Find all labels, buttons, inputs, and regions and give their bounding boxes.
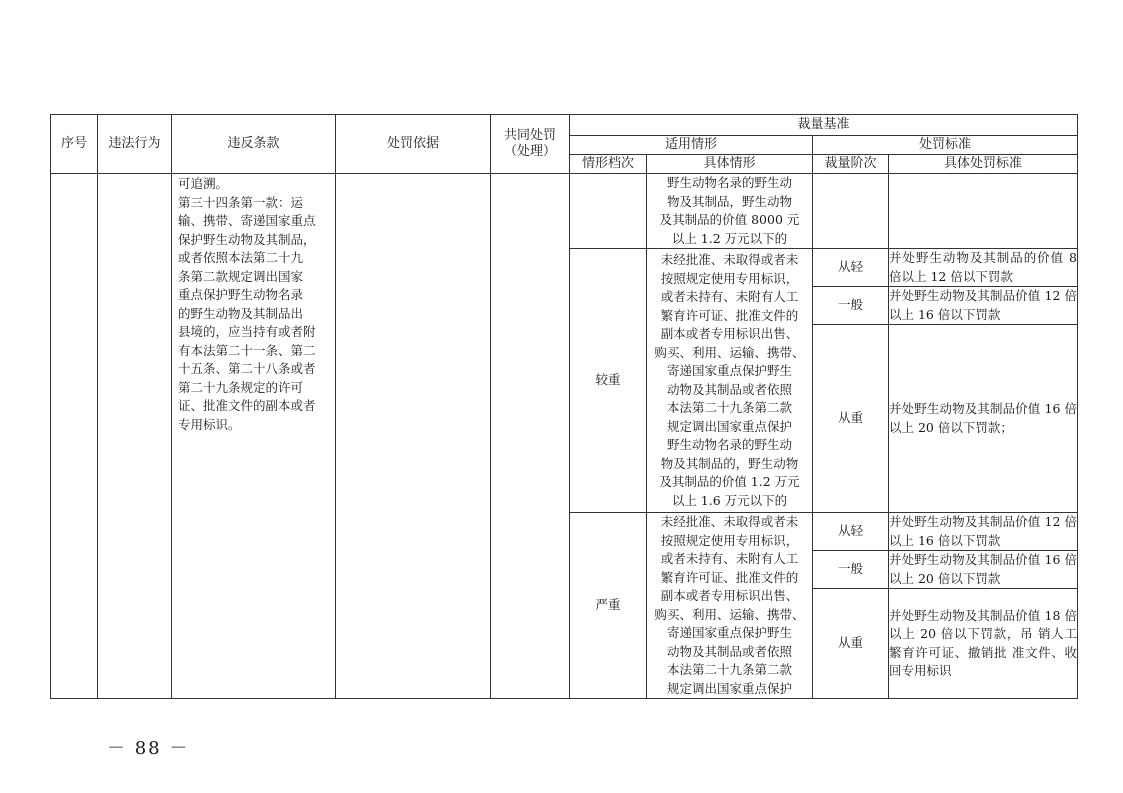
top-penalty-cell — [889, 174, 1078, 249]
detail-line: 物及其制品的，野生动物 — [660, 455, 799, 471]
header-basis: 处罚依据 — [336, 115, 491, 174]
detail-line: 购买、利用、运输、携带、 — [654, 344, 805, 360]
clause-cell — [172, 174, 336, 699]
detail-line: 或者未持有、未附有人工 — [660, 551, 799, 566]
detail-line: 或者未持有、未附有人工 — [660, 289, 799, 304]
seq-cell — [51, 174, 98, 699]
detail-line: 副本或者专用标识出售、 — [660, 326, 799, 341]
stage-cell: 从重 — [813, 325, 889, 513]
clause-line: 县境的，应当持有或者附 — [178, 324, 316, 339]
top-detail-line: 野生动物名录的野生动 — [666, 175, 792, 190]
detail-line: 及其制品的价值 1.2 万元 — [659, 474, 800, 489]
detail-line: 繁育许可证、批准文件的 — [660, 307, 799, 323]
detail-line: 按照规定使用专用标识， — [660, 270, 799, 286]
stage-cell: 一般 — [813, 551, 889, 589]
basis-cell — [336, 174, 491, 699]
stage-cell: 从轻 — [813, 249, 889, 287]
header-act: 违法行为 — [98, 115, 172, 174]
detail-line: 规定调出国家重点保护 — [666, 680, 792, 696]
top-detail-line: 以上 1.2 万元以下的 — [671, 230, 788, 246]
penalty-cell: 并处野生动物及其制品的价值 8 倍以上 12 倍以下罚款 — [889, 249, 1078, 287]
stage-cell: 从重 — [813, 589, 889, 699]
detail-line: 规定调出国家重点保护 — [666, 418, 792, 434]
act-cell — [98, 174, 172, 699]
clause-line: 证、批准文件的副本或者 — [178, 398, 316, 413]
header-situation: 适用情形 — [570, 136, 813, 155]
clause-line: 有本法第二十一条、第二 — [178, 342, 316, 358]
clause-line: 第二十九条规定的许可 — [178, 379, 304, 395]
penalty-cell: 并处野生动物及其制品价值 18 倍以上 20 倍以下罚款，吊 销人工繁育许可证、撤销批 准文件、收回专用标识 — [889, 589, 1078, 699]
top-detail-line: 及其制品的价值 8000 元 — [659, 212, 800, 227]
clause-line: 或者依照本法第二十九 — [178, 250, 304, 265]
clause-line: 保护野生动物及其制品， — [178, 231, 316, 247]
clause-line: 的野生动物及其制品出 — [178, 305, 304, 321]
detail-line: 动物及其制品或者依照 — [666, 643, 792, 659]
top-stage-cell — [813, 174, 889, 249]
stage-cell: 一般 — [813, 287, 889, 325]
detail-line: 副本或者专用标识出售、 — [660, 588, 799, 603]
detail-cell-heavier — [647, 249, 813, 513]
header-standard: 处罚标准 — [813, 136, 1078, 155]
penalty-cell: 并处野生动物及其制品价值 12 倍以上 16 倍以下罚款 — [889, 513, 1078, 551]
clause-line: 十五条、第二十八条或者 — [178, 361, 316, 376]
page-number: － 88 － — [107, 738, 190, 759]
detail-line: 本法第二十九条第二款 — [666, 662, 792, 677]
detail-line: 寄递国家重点保护野生 — [666, 363, 792, 378]
clause-line: 可追溯。 — [178, 176, 229, 191]
header-stage: 裁量阶次 — [813, 155, 889, 174]
clause-line: 重点保护野生动物名录 — [178, 287, 304, 302]
penalty-cell: 并处野生动物及其制品价值 16 倍以上 20 倍以下罚款； — [889, 325, 1078, 513]
level-cell-heavier: 较重 — [570, 249, 647, 513]
detail-line: 以上 1.6 万元以下的 — [671, 492, 788, 508]
header-seq: 序号 — [51, 115, 98, 174]
header-detail: 具体情形 — [647, 155, 813, 174]
detail-line: 野生动物名录的野生动 — [666, 437, 792, 452]
penalty-cell: 并处野生动物及其制品价值 12 倍以上 16 倍以下罚款 — [889, 287, 1078, 325]
detail-line: 寄递国家重点保护野生 — [666, 625, 792, 640]
detail-line: 购买、利用、运输、携带、 — [654, 606, 805, 622]
detail-line: 繁育许可证、批准文件的 — [660, 569, 799, 585]
header-clause: 违反条款 — [172, 115, 336, 174]
header-penalty: 具体处罚标准 — [889, 155, 1078, 174]
clause-line: 条第二款规定调出国家 — [178, 268, 304, 284]
detail-line: 按照规定使用专用标识， — [660, 532, 799, 548]
clause-line: 专用标识。 — [178, 416, 241, 432]
detail-line: 本法第二十九条第二款 — [666, 400, 792, 415]
level-cell-severe: 严重 — [570, 513, 647, 699]
top-detail-cell — [647, 174, 813, 249]
detail-line: 未经批准、未取得或者未 — [660, 252, 799, 267]
clause-line: 第三十四条第一款：运 — [178, 194, 304, 210]
header-joint-line1: 共同处罚 — [503, 128, 556, 143]
discretion-benchmark-table — [50, 114, 1078, 699]
stage-cell: 从轻 — [813, 513, 889, 551]
detail-line: 动物及其制品或者依照 — [666, 381, 792, 397]
header-benchmark: 裁量基准 — [570, 115, 1078, 136]
detail-line: 未经批准、未取得或者未 — [660, 514, 799, 529]
penalty-cell: 并处野生动物及其制品价值 16 倍以上 20 倍以下罚款 — [889, 551, 1078, 589]
top-detail-line: 物及其制品，野生动物 — [666, 193, 792, 209]
top-level-cell — [570, 174, 647, 249]
header-level: 情形档次 — [570, 155, 647, 174]
detail-cell-severe — [647, 513, 813, 699]
joint-cell — [491, 174, 570, 699]
clause-line: 输、携带、寄递国家重点 — [178, 213, 316, 228]
header-joint — [491, 115, 570, 174]
header-joint-line2: （处理） — [503, 144, 556, 159]
